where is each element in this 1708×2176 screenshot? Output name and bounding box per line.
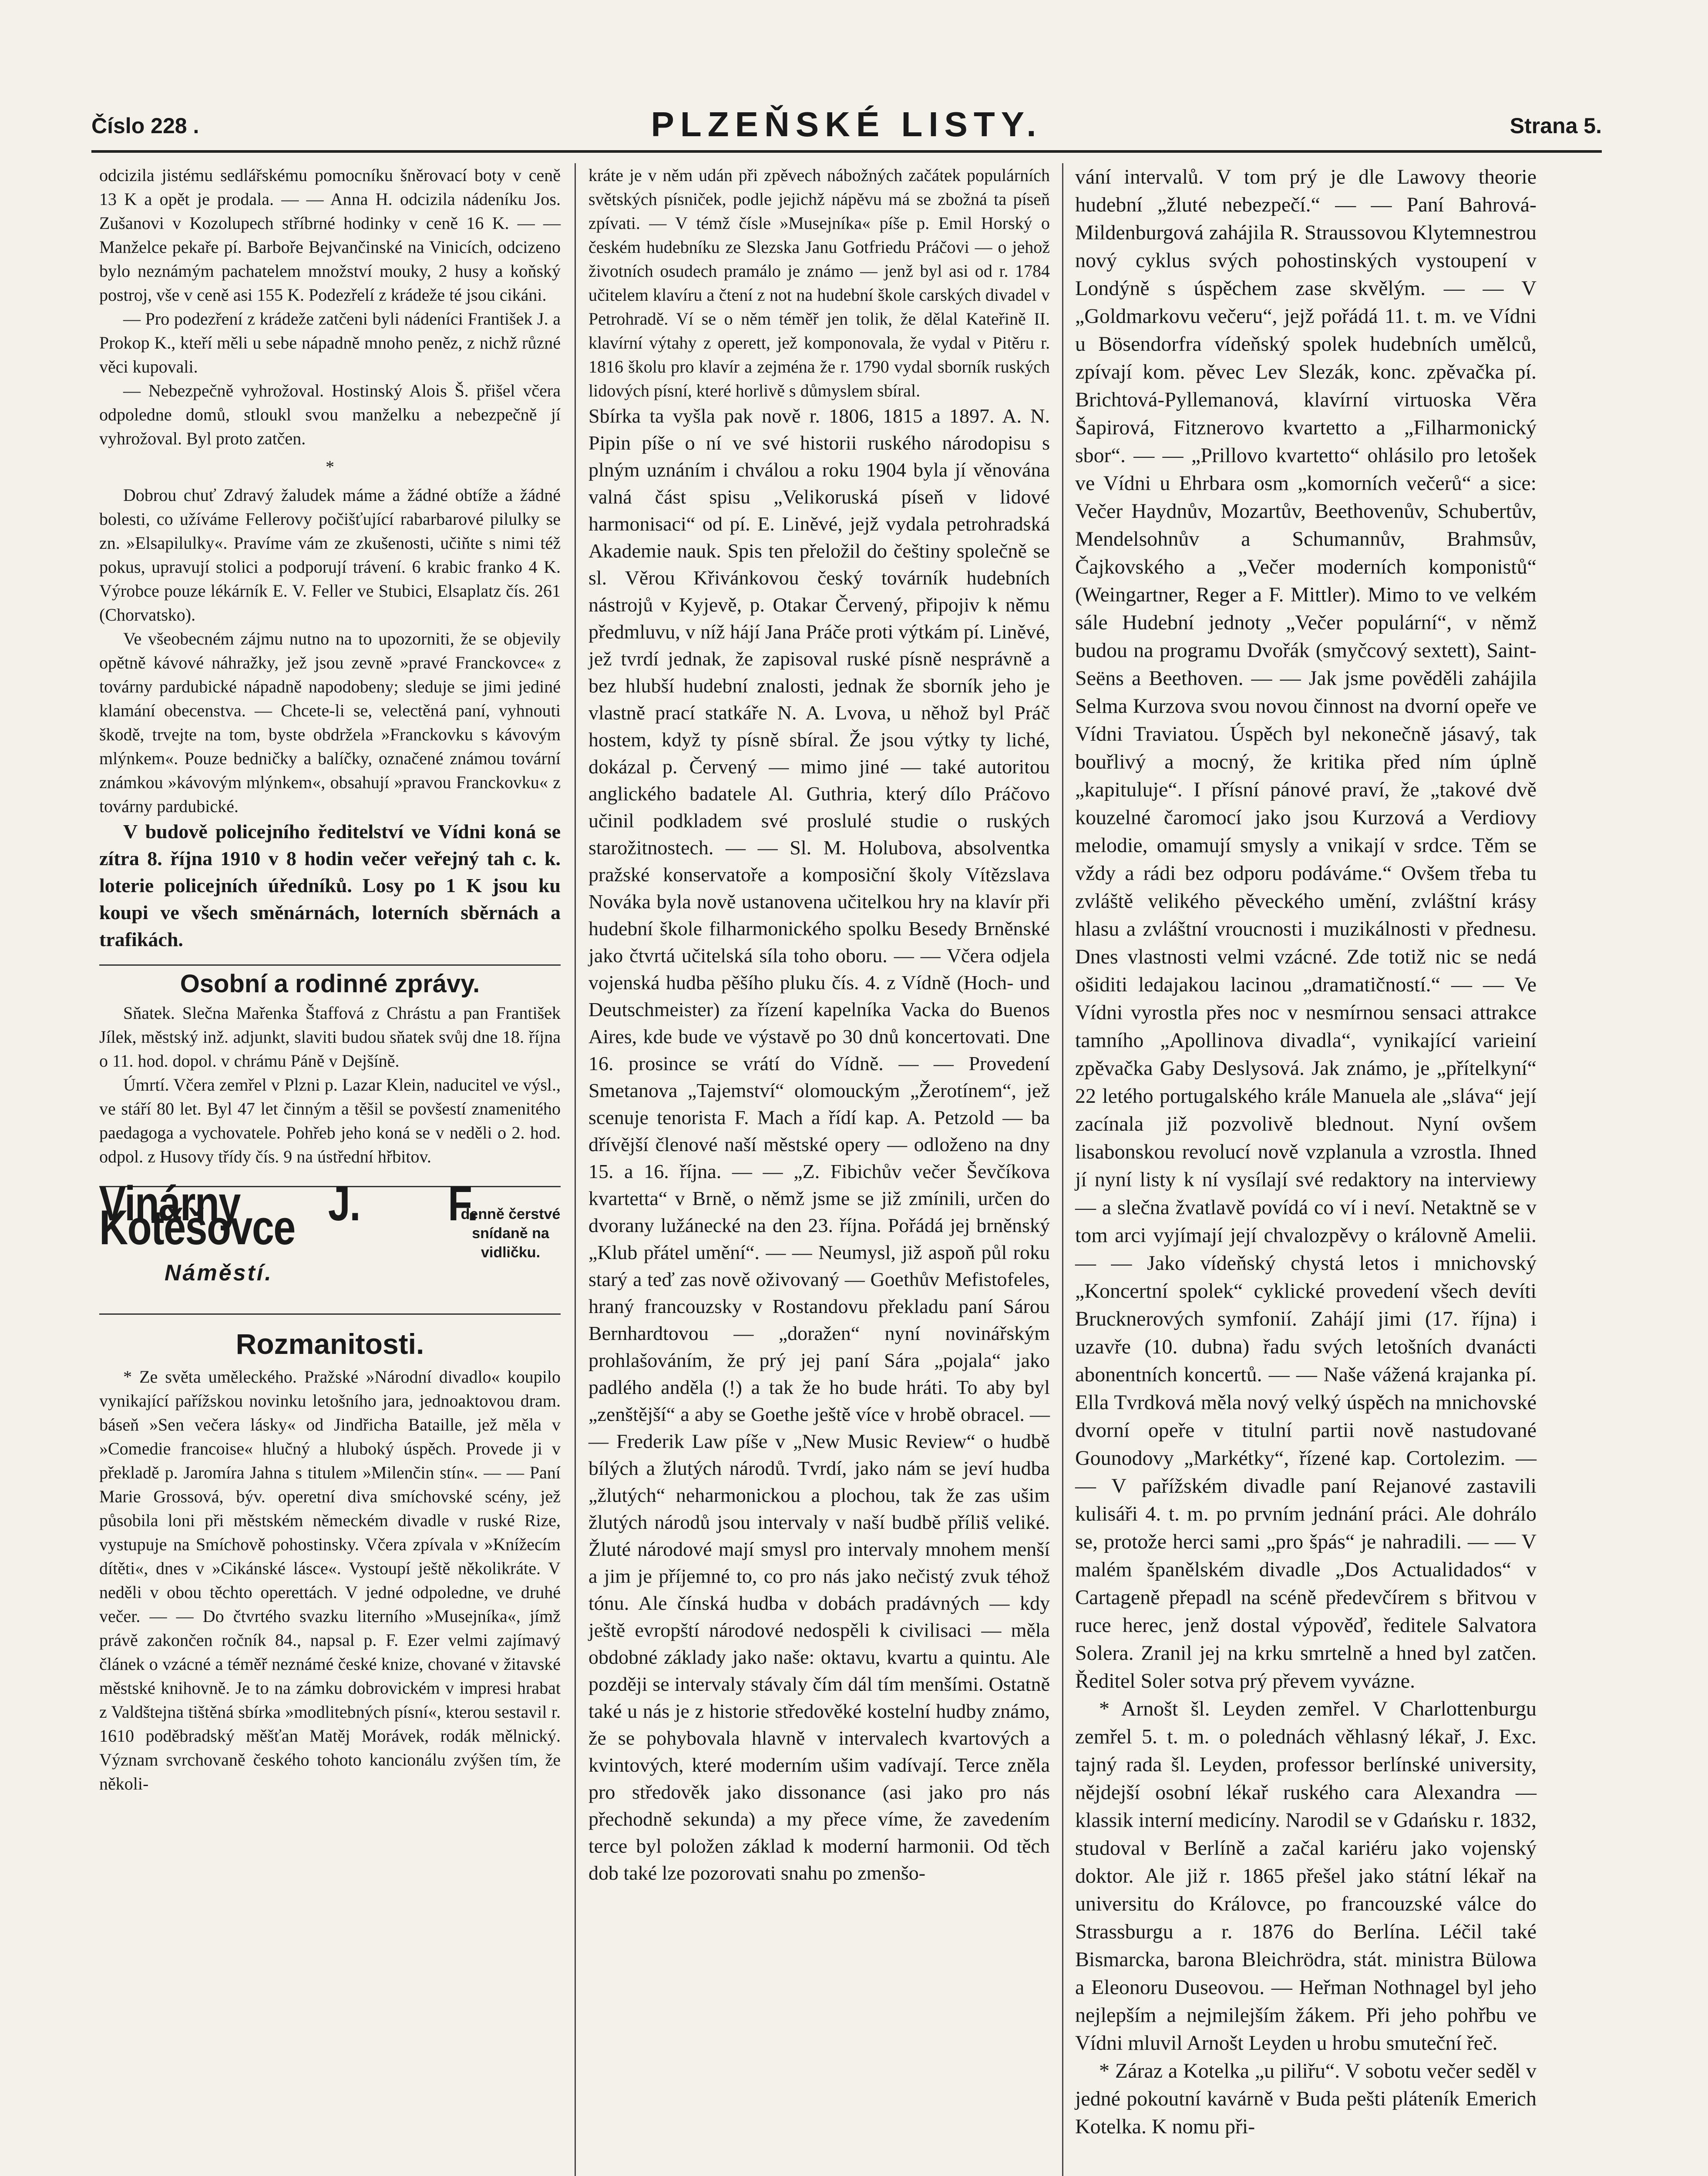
header-rule — [91, 150, 1602, 153]
column-divider — [1062, 163, 1063, 2176]
article-text: — Nebezpečně vyhrožoval. Hostinský Alois Š. přišel včera odpoledne domů, stloukl svou manželku a nebezpečně jí vyhrožoval. Byl proto zatčen. — [99, 381, 561, 448]
article-text: * Záraz a Kotelka „u piliřu“. V sobotu večer seděl v jedné pokoutní kavárně v Buda pešti pláteník Emerich Kotelka. K nomu při- — [1075, 2059, 1537, 2138]
issue-number: Číslo 228 . — [91, 114, 199, 138]
section-heading-personal: Osobní a rodinné zprávy. — [99, 964, 561, 996]
article-text: vání intervalů. V tom prý je dle Lawovy theorie hudební „žluté nebezpečí.“ — — Paní Bahrová-Mildenburgová zahájila R. Straussovou Klytemnestrou nový cyklus svých pohostinských vystoupení v Londýně s úspěchem zase skvělým. — — V „Goldmarkovu večeru“, jejž pořádá 11. t. m. ve Vídni u Bösendorfra vídeňský spolek hudebních umělců, zpívají kom. pěvec Lev Slezák, konc. zpěvačka pí. Brichtová-Pyllemanová, klavírní virtuoska Věra Šapirová, Fitznerovo kvartetto a „Filharmonický sbor“. — — „Prillovo kvartetto“ ohlásilo pro letošek ve Vídni u Ehrbara osm „komorních večerů“ a sice: Večer Haydnův, Mozartův, Beethovenův, Schubertův, Mendelsohnův a Schumannův, Brahmsův, Čajkovského a „Večer moderních komponistů“ (Weingartner, Reger a F. Mittler). Mimo to ve velkém sále Hudební jednoty „Večer populární“, v němž budou na programu Dvořák (smyčcový sextett), Saint-Seëns a Beethoven. — — Jak jsme pověděli zahájila Selma Kurzova svou novou činnost na dvorní opeře ve Vídni Traviatou. Úspěch byl nekonečně jásavý, tak bouřlivý a mocný, že kritika před ním úplně „kapituluje“. I přísní pánové praví, že „takové dvě kouzelné čaromocí jako jsou Kurzová a Verdiovy melodie, omamují smysly a vnikají v srdce. Těm se vždy a rádi bez odporu podáváme.“ Ovšem třeba tu zvláště velikého pěveckého umění, zvláštní krásy hlasu a zvláštní vroucnosti i muzikálnosti v přednesu. Dnes vlastnosti velmi vzácné. Zde totiž nic se nedá ošiditi ledajakou lacinou „dramatičností.“ — — Ve Vídni vyrostla přes noc v nesmírnou sensaci attrakce tamního „Apollinova divadla“, vynikající varieiní zpěvačka Gaby Deslysová. Jak známo, je „přítelkyní“ 22 letého portugalského krále Manuela ale „sláva“ její zacínala již pozvolivě blednout. Nyní ovšem lisabonskou revolucí nově vzplanula a vzrostla. Ihned jí nyní listy k ní vysílají své redaktory na interviewy — a slečna žvatlavě povídá co ví i neví. Netaktně se v tom arci vyjímají její chvalozpěvy o královně Amelii. — — Jako vídeňský chystá letos i mnichovský „Koncertní spolek“ cyklické provedení všech devíti Brucknerových symfonií. Zahájí jimi (17. října) i uzavře (10. dubna) řadu svých letošních dvanácti abonentních koncertů. — — Naše vážená krajanka pí. Ella Tvrdková měla nový velký úspěch na mnichovské dvorní opeře v titulní partii nově nastudované Gounodovy „Markétky“, řízené kap. Cortolezim. — — V pařížském divadle paní Rejanové zastavili kulisáři 4. t. m. po prvním jednání práci. Ale dohrálo se, protože herci sami „pro špás“ je nahradili. — — V malém španělském divadle „Dos Actualidados“ v Cartageně přepadl na scéně předevčírem s břitvou v ruce herec, jenž dostal výpověď, ředitele Salvatora Solera. Zranil jej na krku smrtelně a hned byl zatčen. Ředitel Soler sotva prý převem vyvázne. — [1075, 165, 1537, 1692]
advert-name: Vinárny J. F. Kotěšovce — [99, 1176, 478, 1255]
column-1 — [99, 163, 561, 1796]
masthead-title: PLZEŇSKÉ LISTY. — [651, 105, 1042, 144]
article-text: * Ze světa uměleckého. Pražské »Národní divadlo« koupilo vynikající pařížskou novinku letošního jara, jednoaktovou dram. báseň »Sen večera lásky« od Jindřicha Bataille, jež měla v »Comedie francoise« hlučný a hlubоký úspěch. Provede ji v překladě p. Jaromíra Jahna s titulem »Milenčin stín«. — — Paní Marie Grossová, býv. operetní diva smíchovské scény, jež působila loni při městském německém divadle v ruské Rize, vystupuje na Smíchově pohostinsky. Včera zpívala v »Knížecím dítěti«, dnes v »Cikánské lásce«. Vystoupí ještě několikráte. V neděli v obou těchto operettách. V jedné odpoledne, ve druhé večer. — — Do čtvrtého svazku literního »Musejníka«, jímž právě zakončen ročník 84., napsal p. F. Ezer velmi zajímavý článek o vzácné a téměř neznámé české knize, chované v žitavské městské knihovně. Je to na zámku dobrovickém v impresi hrabat z Valdštejna tištěná sbírka »modlitebných písní«, kterou sestavil r. 1610 poděbradský měšťan Matěj Morávek, rodák mělnický. Význam svrchovaně českého tohoto kancionálu zvýšen tím, že několi- — [99, 1367, 561, 1793]
lottery-notice: V budově policejního ředitelství ve Vídni koná se zítra 8. října 1910 v 8 hodin večer veřejný tah c. k. loterie policejních úředníků. Losy po 1 K jsou ku koupi ve všech směnárnách, loterních sběrnách a trafikách. — [99, 820, 561, 950]
article-text: — Pro podezření z krádeže zatčeni byli nádeníci František J. a Prokop K., kteří měli u sebe nápadně mnoho peněz, z nichž různé věci kupovali. — [99, 309, 561, 376]
article-text: odcizila jistému sedlářskému pomocníku šněrovací boty v ceně 13 K a opět je prodala. — — Anna H. odcizila nádeníku Jos. Zušanovi v Kozolupech stříbrné hodinky v ceně 16 K. — — Manželce pekaře pí. Barboře Bejvančinské na Vinicích, odcizeno bylo neznámým pachatelem množství mouky, 2 husy a koňský postroj, vše v ceně asi 155 K. Podezřelí z krádeže té jsou cikáni. — [99, 165, 561, 305]
advert-text: Dobrou chuť Zdravý žaludek máme a žádné obtíže a žádné bolesti, co užíváme Fellerovy počišťující rabarbarové pilulky se zn. »Elsapilulky«. Pravíme vám ze zkušenosti, učiňte s nimi též pokus, upravují stolici a podporují trávení. 6 krabic franko 4 K. Výrobce pouze lékárník E. V. Feller ve Stubici, Elsaplatz čís. 261 (Chorvatsko). — [99, 485, 561, 625]
article-text: Úmrtí. Včera zemřel v Plzni p. Lazar Klein, naducitel ve výsl., ve stáří 80 let. Byl 47 let činným a těšil se povšestí znamenitého paedagoga a vychovatele. Pohřeb jeho koná se v neděli o 2. hod. odpol. z Husovy třídy čís. 9 na ústřední hřbitov. — [99, 1075, 561, 1166]
article-text: Sňatek. Slečna Mařenka Štaffová z Chrástu a pan František Jílek, městský inž. adjunkt, slaviti budou sňatek svůj dne 18. října o 11. hod. dopol. v chrámu Páně v Dejšíně. — [99, 1003, 561, 1071]
advert-note: denně čerstvé snídaně na vidličku. — [461, 1206, 561, 1261]
page-header — [91, 104, 1602, 152]
article-text: Sbírka ta vyšla pak nově r. 1806, 1815 a 1897. A. N. Pipin píše o ní ve své historii ruského národopisu s plným uznáním i chválou a roku 1904 byla jí věnována valná část spisu „Velikoruská píseň v lidové harmonisaci“ od pí. E. Liněvé, jejž vydala petrohradská Akademie nauk. Spis ten přeložil do češtiny společně se sl. Věrou Křivánkovou český továrník hudebních nástrojů v Kyjevě, p. Otakar Červený, připojiv k němu předmluvu, v níž hájí Jana Práče proti výtkám pí. Liněvé, jež tvrdí jednak, že zapisoval ruské písně nesprávně a bez hlubší hudební znalosti, jednak že sborník jeho je vlastně prací statkáře N. A. Lvova, u něhož byl Práč hostem, když ty písně sbíral. Že jsou výtky ty liché, dokázal p. Červený — mimo jiné — také autoritou anglického badatele Al. Guthria, který dílo Práčovo učinil podkladem své proslulé studie o ruských starožitnostech. — — Sl. M. Holubova, absolventka pražské konservatoře a komposiční školy Vítězslava Nováka byla nově ustanovena učitelkou hry na klavír při hudební škole filharmonického spolku Besedy Brněnské jako čtvrtá učitelská síla toho oboru. — — Včera odjela vojenská hudba pěšího pluku čís. 4. z Vídně (Hoch- und Deutschmeister) za řízení kapelníka Vacka do Buenos Aires, kde bude ve výstavě po 30 dnů koncertovati. Dne 16. prosince se vrátí do Vídně. — — Provedení Smetanova „Tajemství“ olomouckým „Žerotínem“, jež scenuje tenorista F. Mach a řídí kap. A. Petzold — ba dřívější členové naší městské opery — odloženo na dny 15. a 16. října. — — „Z. Fibichův večer Ševčíkova kvartetta“ v Brně, o němž jsme se již zmínili, určen do dvorany lužánecké na den 23. října. Pořádá jej brněnský „Klub přátel umění“. — — Neumysl, již aspoň půl roku starý a teď zas nově oživovaný — Goethův Mefistofeles, hraný francouzsky v Rostandovu překladu paní Sárou Bernhardtovou — „doražen“ nyní novinářským prohlašováním, že prý jej paní Sára „pojala“ jako padlého anděla (!) a tak že ho bude hráti. To aby byl „zenštější“ a aby se Goethe ještě více v hrobě obracel. — — Frederik Law píše v „New Music Review“ o hudbě bílých a žlutých národů. Tvrdí, jako nám se jeví hudba „žlutých“ neharmonickou a plochou, tak že zas ušim žlutých národů jsou intervaly v naší budbě příliš veliké. Žluté národové mají smysl pro intervaly mnohem menší a jim je příjemné to, co pro nás jako nečistý zvuk téhož tónu. Ale čínská hudba v dobách pradávných — kdy ještě evropští národové nedospěli k civilisaci — měla obdobné základy jako naše: oktavu, kvartu a quintu. Ale později se intervaly stávaly čím dál tím menšími. Ostatně také u nás je z historie středověké kostelní hudby známo, že se pohybovala hlavně v intervalech kvartových a kvintových, které moderním ušim vadívají. Terce zněla pro středověk jako dissonance (asi jako pro nás přechodně sekunda) a my přece víme, že zavedením terce byl položen základ k moderní harmonii. Od těch dob také lze pozorovati snahu po zmenšo- — [588, 405, 1050, 1884]
separator-star: * — [326, 457, 334, 477]
advert-location: Náměstí. — [165, 1260, 273, 1286]
advert-text: Ve všeobecném zájmu nutno na to upozorniti, že se objevily opětně kávové náhražky, jež jsou zevně »pravé Franckovce« z továrny pardubické nápadně napodobeny; sleduje se jimi jediné klamání obecenstva. — Chcete-li se, velectěná paní, vyhnouti škodě, trvejte na tom, byste obdržela »Franckovku s kávovým mlýnkem«. Pouze bedničky a balíčky, označené známou tovární známkou »kávovým mlýnkem«, obsahují »pravou Franckovku« z továrny pardubické. — [99, 629, 561, 816]
article-text: * Arnošt šl. Leyden zemřel. V Charlottenburgu zemřel 5. t. m. o polednách věhlasný lékař, J. Exc. tajný rada šl. Leyden, professor berlínské university, nějdejší osobní lékař ruského cara Alexandra — klassik interní medicíny. Narodil se v Gdańsku r. 1832, studoval v Berlíně a začal kariéru jako vojenský doktor. Ale již r. 1865 přešel jako státní lékař na universitu do Královce, po francouzské válce do Strassburgu a r. 1876 do Berlína. Léčil také Bismarcka, barona Bleichrödra, stát. ministra Bülowa a Eleonoru Duseovou. — Heřman Nothnagel byl jeho nejlepším a nejmilejším žákem. Při jeho pohřbu ve Vídni mluvil Arnošt Leyden u hrobu smuteční řeč. — [1075, 1697, 1537, 2055]
section-heading-misc: Rozmanitosti. — [235, 1328, 424, 1360]
column-divider — [575, 163, 576, 2176]
column-2 — [588, 163, 1050, 1887]
article-text: kráte je v něm udán při zpěvech nábožných začátek populárních světských písniček, podle jejichž nápěvu má se zbožná ta píseň zpívati. — V témž čísle »Musejníka« píše p. Emil Horský o českém hudebníku ze Slezska Janu Gotfriedu Práčovi — o jehož životních osudech pramálo je známo — jenž byl asi od r. 1784 učitelem klavíru a čtení z not na hudební škole carských divadel v Petrohradě. Ví se o něm téměř jen tolik, že dělal Kateřině II. klavírní výtahy z operett, jež komponovala, že vydal v Pitěru r. 1816 školu pro klavír a zejména že r. 1790 vydal sborník ruských lidových písní, které horlivě s důmyslem sbíral. — [588, 165, 1050, 400]
column-3 — [1075, 163, 1537, 2141]
page-number: Strana 5. — [1510, 114, 1602, 138]
wine-bar-advert — [99, 1176, 561, 1315]
